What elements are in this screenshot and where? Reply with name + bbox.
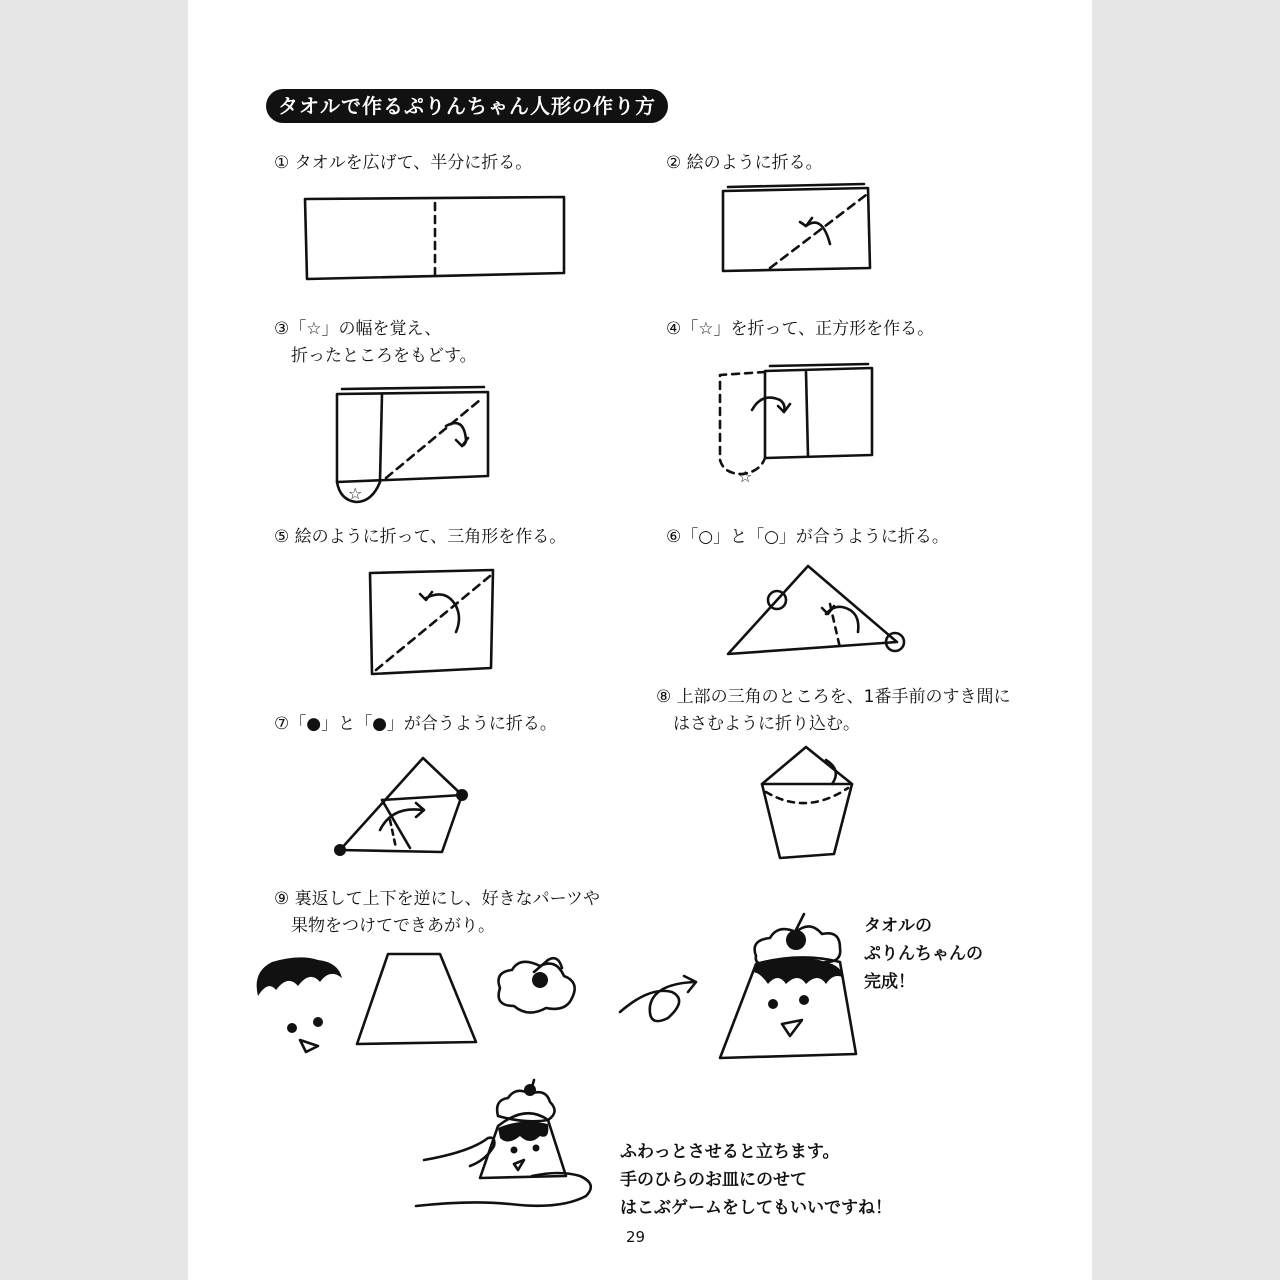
step-9-text: ⑨ 裏返して上下を逆にし、好きなパーツや 果物をつけてできあがり。	[274, 889, 600, 936]
pudding-body-shape	[357, 954, 476, 1044]
step-6-text: ⑥「○」と「○」が合うように折る。	[666, 527, 949, 547]
cherry-icon	[524, 1084, 536, 1096]
eye-icon	[533, 1145, 540, 1152]
step-4-diagram	[720, 364, 872, 474]
step-5-text: ⑤ 絵のように折って、三角形を作る。	[274, 527, 567, 547]
hand-drawing	[416, 1080, 591, 1206]
step-3-text: ③「☆」の幅を覚え、 折ったところをもどす。	[274, 319, 477, 366]
step-1-text: ① タオルを広げて、半分に折る。	[274, 153, 533, 173]
caramel-sauce-icon	[257, 957, 342, 996]
cherry-icon	[532, 972, 548, 988]
step-6-diagram	[728, 566, 904, 654]
curly-arrow-icon	[620, 982, 694, 1021]
eye-icon	[511, 1147, 518, 1154]
caramel-sauce-icon	[498, 1122, 548, 1142]
mouth-icon	[300, 1040, 318, 1052]
eye-icon	[287, 1023, 297, 1033]
step-5-diagram	[370, 570, 493, 674]
eye-icon	[768, 999, 778, 1009]
step-1-diagram	[305, 197, 564, 279]
star-mark-icon: ☆	[738, 467, 753, 486]
step-9-parts	[357, 954, 696, 1044]
page-title: タオルで作るぷりんちゃん人形の作り方	[266, 89, 668, 123]
step-2-diagram	[723, 184, 870, 271]
step-7-diagram	[340, 758, 462, 852]
page-number: 29	[626, 1228, 646, 1246]
eye-icon	[313, 1017, 323, 1027]
fold-arrow-icon	[380, 809, 422, 830]
star-mark-icon: ☆	[348, 484, 363, 503]
step-7-text: ⑦「●」と「●」が合うように折る。	[274, 714, 557, 734]
fold-arrow-icon	[752, 398, 785, 412]
step-2-text: ② 絵のように折る。	[666, 153, 823, 173]
completion-note: タオルの ぷりんちゃんの 完成！	[864, 916, 983, 992]
step-8-diagram	[762, 747, 852, 858]
cherry-icon	[786, 930, 806, 950]
dot-mark-icon	[456, 789, 468, 801]
step-4-text: ④「☆」を折って、正方形を作る。	[666, 319, 935, 339]
dot-mark-icon	[334, 844, 346, 856]
step-8-text: ⑧ 上部の三角のところを、1番手前のすき間に はさむように折り込む。	[656, 687, 1011, 734]
bottom-note: ふわっとさせると立ちます。 手のひらのお皿にのせて はこぶゲームをしてもいいですね！	[620, 1142, 892, 1218]
eye-icon	[799, 995, 809, 1005]
